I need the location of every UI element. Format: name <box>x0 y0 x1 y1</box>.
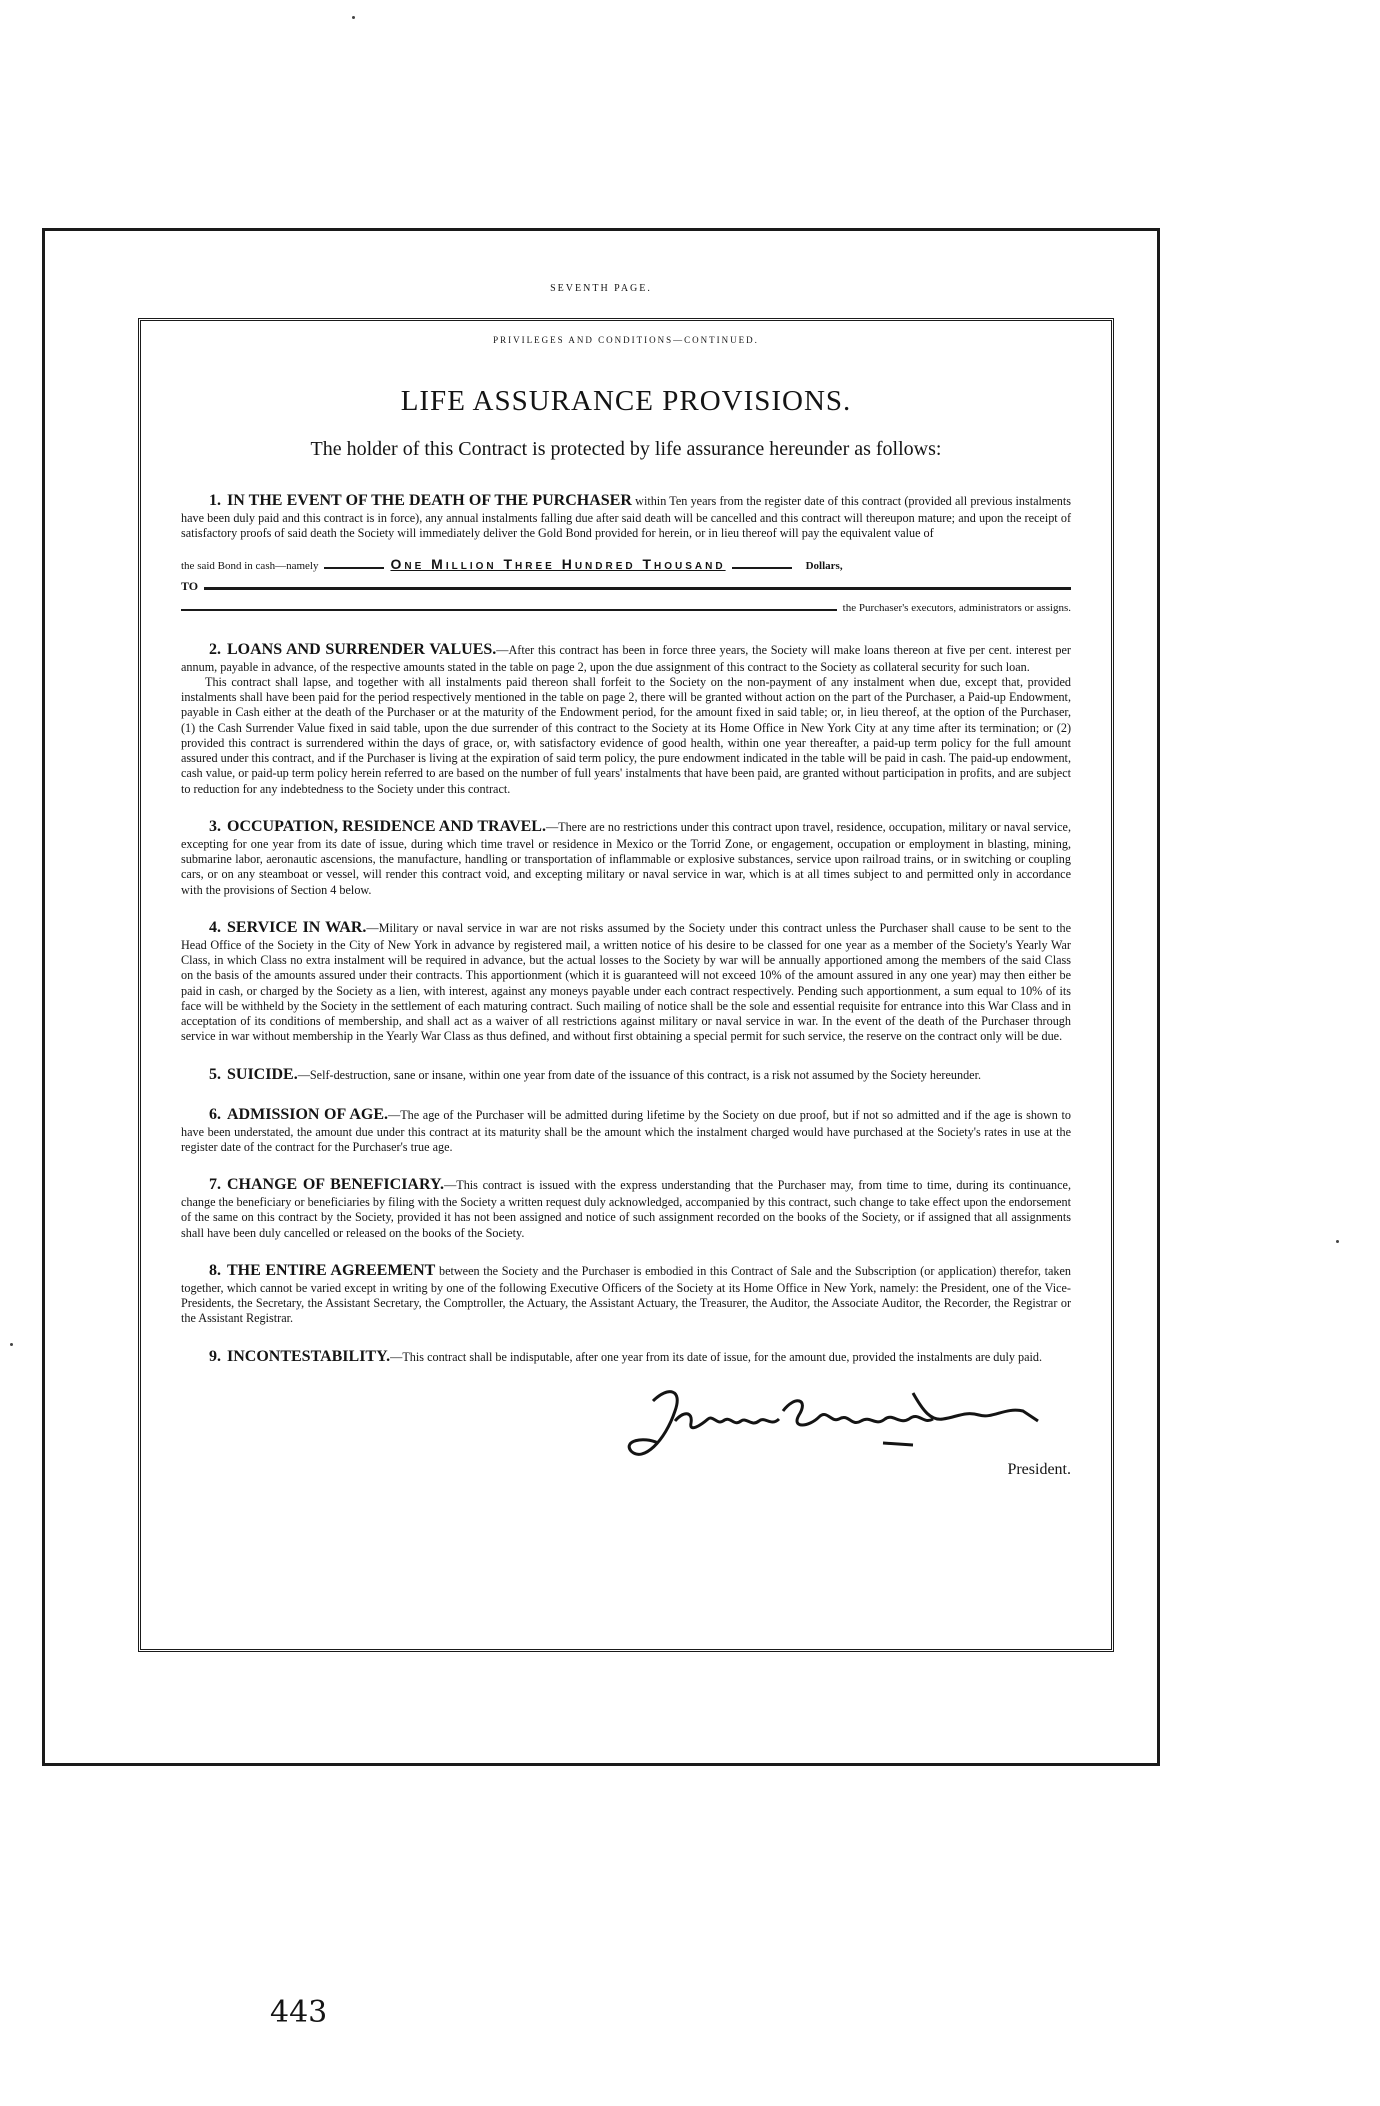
section-4 <box>181 918 1071 1045</box>
section-text: —This contract shall be indisputable, after one year from its date of issue, for the amount due, provided the instalments are duly paid. <box>390 1349 1043 1364</box>
section-text: —Self-destruction, sane or insane, within one year from date of the issuance of this contract, is a risk not assumed by the Society hereunder. <box>297 1067 982 1082</box>
section-number: 8. <box>209 1261 221 1279</box>
page-label: SEVENTH PAGE. <box>550 283 652 294</box>
scan-speck <box>1336 1240 1339 1243</box>
section-number: 5. <box>209 1065 221 1083</box>
intro-statement: The holder of this Contract is protected by life assurance hereunder as follows: <box>310 438 942 460</box>
assigns-line <box>181 602 1071 614</box>
page-number: 443 <box>270 1995 328 2030</box>
section-number: 1. <box>209 492 221 509</box>
to-label: TO <box>181 578 199 593</box>
section-text: —This contract is issued with the express understanding that the Purchaser may, from time to time, during its continuance, change the beneficiary or beneficiaries by filing with the Society a written request duly acknowledged, accompanied by this contract, such change to take effect upon the endorsement of the same on this contract by the Society, provided it has not been assigned and notice of such assignment recorded on the books of the Society, or if assigned that all assignments shall have been duly cancelled or released on the books of the Society. <box>181 1178 1071 1240</box>
rule <box>732 567 792 569</box>
section-8 <box>181 1261 1071 1327</box>
section-heading: CHANGE OF BENEFICIARY. <box>227 1176 445 1193</box>
section-heading: OCCUPATION, RESIDENCE AND TRAVEL. <box>227 817 546 835</box>
section-heading: SERVICE IN WAR. <box>227 918 367 936</box>
section-heading: LOANS AND SURRENDER VALUES. <box>227 640 497 658</box>
section-text: —The age of the Purchaser will be admitted during lifetime by the Society on due proof, but if not so admitted and if the age is shown to have been understated, the amount due under this contract at its maturity shall be the amount which the instalment charged would have purchased at the Society's rates in use at the register date of the contract for the Purchaser's true age. <box>181 1107 1072 1154</box>
section-1 <box>181 491 1071 542</box>
section-number: 6. <box>209 1105 221 1123</box>
section-text: —Military or naval service in war are not risks assumed by the Society under this contract unless the Purchaser shall cause to be sent to the Head Office of the Society in the City of New York in advance by registered mail, a written notice of his desire to be classed for one year as a member of the Society's Yearly War Class, in which Class no extra instalment will be required in advance, but the actual losses to the Society by war will be annually apportioned among the members of the said Class on the basis of the amounts assured under their contracts. This apportionment (which it is guaranteed will not exceed 10% of the amount assured in any one year) may then either be paid in cash, or charged by the Society as a lien, with interest, against any moneys payable under each contract respectively. Pending such apportionment, a sum equal to 10% of its face will be withheld by the Society in the settlement of each maturing contract. Such mailing of notice shall be the sole and essential requisite for entrance into this War Class and in acceptation of its conditions of membership, and shall act as a waiver of all restrictions against military or naval service in war. In the event of the death of the Purchaser through service in war without membership in the Yearly War Class as thus defined, and without first obtaining a special permit for such service, the reserve on the contract only will be due. <box>181 920 1071 1044</box>
bond-amount-line <box>181 556 1071 573</box>
scan-speck <box>10 1343 13 1346</box>
section-text: —There are no restrictions under this contract upon travel, residence, occupation, military or naval service, excepting for one year from its date of issue, during which time travel or residence in Mexico or the Torrid Zone, or engagement, occupation or employment in blasting, mining, submarine labor, aeronautic ascensions, the manufacture, handling or transportation of inflammable or explosive substances, service upon railroad trains, or in switching or coupling cars, or on any steamboat or vessel, will render this contract void, and excepting military or naval service in war, which is at all times subject to and permitted only in accordance with the provisions of Section 4 below. <box>181 819 1071 897</box>
contract-panel <box>138 318 1114 1652</box>
section-number: 7. <box>209 1176 221 1193</box>
section-text: between the Society and the Purchaser is embodied in this Contract of Sale and the Subscription (or application) therefor, taken together, which cannot be varied except in writing by one of the following Executive Officers of the Society at its Home Office in New York, namely: the President, one of the Vice-Presidents, the Secretary, the Assistant Secretary, the Comptroller, the Actuary, the Assistant Actuary, the Treasurer, the Auditor, the Associate Auditor, the Recorder, the Registrar or the Assistant Registrar. <box>181 1263 1071 1326</box>
signature-block <box>181 1387 1071 1497</box>
blank-line <box>181 609 837 611</box>
signatory-title: President. <box>1007 1460 1071 1478</box>
section-5 <box>181 1065 1071 1085</box>
section-number: 9. <box>209 1347 221 1365</box>
bond-line-suffix: Dollars, <box>805 559 843 572</box>
blank-line <box>204 587 1071 590</box>
section-number: 3. <box>209 817 221 835</box>
section-7 <box>181 1175 1071 1241</box>
section-6 <box>181 1105 1071 1156</box>
section-number: 4. <box>209 918 221 936</box>
assigns-text: the Purchaser's executors, administrators or assigns. <box>842 601 1071 614</box>
section-number: 2. <box>209 640 221 658</box>
rule <box>324 567 384 569</box>
section-text: —After this contract has been in force three years, the Society will make loans thereon at five per cent. interest per annum, payable in advance, of the respective amounts stated in the table on page 2, upon the due assignment of this contract to the Society as collateral security for such loan. <box>181 642 1071 674</box>
bond-amount-value: One Million Three Hundred Thousand <box>390 555 726 572</box>
section-heading: IN THE EVENT OF THE DEATH OF THE PURCHASER <box>227 492 632 509</box>
running-head: PRIVILEGES AND CONDITIONS—CONTINUED. <box>493 335 759 345</box>
section-heading: THE ENTIRE AGREEMENT <box>227 1261 436 1279</box>
scan-speck <box>352 16 355 19</box>
section-text-continued: This contract shall lapse, and together with all instalments paid thereon shall forfeit to the Society on the non-payment of any instalment when due, except that, provided instalments shall have been paid for the period respectively mentioned in the table on page 2, there will be granted without action on the part of the Purchaser, a Paid-up Endowment, payable in Cash either at the death of the Purchaser or at the maturity of the Endowment period, for the amount fixed in said table; or, in lieu thereof, at the option of the Purchaser, (1) the Cash Surrender Value fixed in said table, upon the due surrender of this contract to the Society at its Home Office in New York City at any time after its termination; or (2) provided this contract is surrendered within the days of grace, or, with satisfactory evidence of good health, within one year thereafter, a paid-up term policy for the full amount assured under this contract, and if the Purchaser is living at the expiration of said term policy, the pure endowment indicated in the table will be paid in cash. The paid-up endowment, cash value, or paid-up term policy herein referred to are based on the number of full years' instalments that have been paid, are granted without participation in profits, and are subject to reduction for any indebtedness to the Society under this contract. <box>181 674 1071 796</box>
section-9 <box>181 1347 1071 1367</box>
section-heading: ADMISSION OF AGE. <box>227 1105 389 1123</box>
section-heading: INCONTESTABILITY. <box>227 1347 391 1365</box>
bond-line-prefix: the said Bond in cash—namely <box>181 559 319 572</box>
handwritten-signature <box>613 1381 1043 1471</box>
section-3 <box>181 817 1071 898</box>
section-heading: SUICIDE. <box>227 1065 298 1083</box>
section-text: within Ten years from the register date of this contract (provided all previous instalments have been duly paid and this contract is in force), any annual instalments falling due after said death will be cancelled and this contract will thereupon mature; and upon the receipt of satisfactory proofs of said death the Society will immediately deliver the Gold Bond provided for herein, or in lieu thereof will pay the equivalent value of <box>181 494 1072 541</box>
page-title: LIFE ASSURANCE PROVISIONS. <box>400 385 852 417</box>
to-line <box>181 579 1071 594</box>
section-2 <box>181 640 1071 797</box>
